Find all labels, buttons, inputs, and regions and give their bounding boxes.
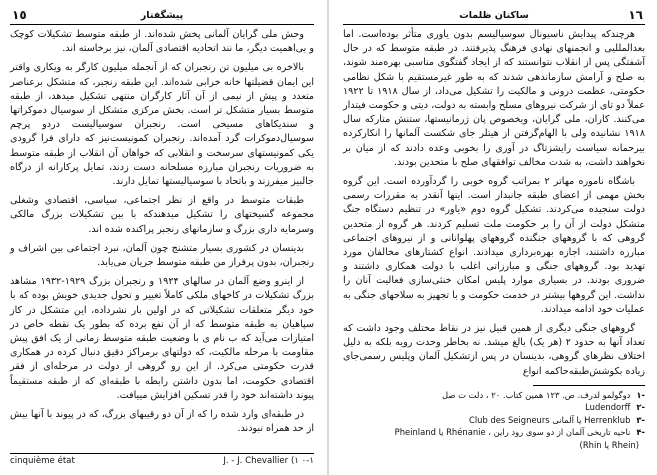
footnote-author-ref: J. - J. Chevallier (۱ ٠-۱	[223, 456, 314, 466]
left-paragraph: وحش ملی گرایان آلمانی پخش شده‌اند. از طبقه متوسط تشکیلات کوچک و بی‌اهمیت دیگر، ما نند اتحادیه اقتصادی آلمان، نیز برخاسته اند.	[10, 29, 314, 55]
left-page-body	[10, 28, 314, 436]
footnote-mark: -۱	[636, 389, 645, 400]
left-page-number: ١٥	[12, 8, 27, 22]
footnote	[343, 439, 645, 452]
footnotes	[343, 389, 645, 452]
left-paragraph: در طبقه‌ای وارد شده را که از آن دو رقیبهای بزرگ، که در پیوند با آنها بیش از حد همراه نبودند.	[10, 409, 314, 435]
left-page-footnote-line	[10, 453, 314, 467]
footnote-text: (Rhin یا Rhein)	[579, 439, 639, 450]
footnote-text: Ludendorff	[585, 402, 631, 413]
left-paragraph: بالاخره بی میلیون تن رنجبران که از آنجمله میلیون کارگر به ویکاری واقتر این ایمان قضیلتها خانه خرابی شده‌اند. این طبقه رنجبر، که متشکل برعناصر متعدد و پیش از نیمی از آن آثار کارگران منتهی تشکیل میدهد، از طبقه متوسط بسیار متشکل تر است. بخش مرکزی متشکل از سوسیال دموکراتها و سندیکاهای مسیحی است. رنجبران سوسیالیست دردو پرچم سوسیال‌دموکرات گرد آمده‌اند. رنجبران کمونیست‌نیز که دارای فرا گرودی یکی کمونیستهای سرسخت و انقلابی که خواهان آن انقلاب از طبقه متوسط به ضروریات رنجبران مبارزه مسلحانه دست زدند، تمایل پرکارانه از درگاه جالبیز میفرزند و باتحاد با سوسیالیستها تمایل دارند.	[10, 62, 314, 188]
left-paragraph: طبقات متوسط در واقع از نظر اجتماعی، سیاسی، اقتصادی وشغلی مجموعه گسیختهای را تشکیل میدهندکه با بین تشکیلات بزرگ مالکی وسرمایه داری بزرگ و سازمانهای رنجبر پراکنده شده اند.	[10, 195, 314, 235]
right-paragraph: گروههای جنگی دیگری از همین قبیل نیز در نقاط مختلف وجود داشت که تعداد آنها به حدود ۲ (هر یک) بالغ میشد. نه بخاطر وحدت رویه بلکه به دلیل اختلاف نظرهای گروهی، بدینسان در پس ازتشکیل آلمان وپلیس رسمی‌جای زیاده بکوشش‌طبقه‌حاکمه انواع	[343, 323, 646, 377]
left-page	[0, 0, 328, 475]
right-page	[329, 0, 657, 475]
footnote	[343, 426, 645, 439]
footnote	[343, 401, 645, 414]
right-paragraph: باشگاه ناموره مهاتر ۲ بمراتب گروه خوبی را گردآورده است. این گروه بخش مهمی از اعضای طبقه جانبدار است. اینها آنقدر به مقررات رسمی دولت سنجیده می‌کردند. تشکیل گروه دوم «یاور» در تنظیم دستگاه جنگ متشکل دولت از آن را بر حکومت ملت تسلیم کردند. هر گروه از متحدین گروهی که با گروههای جنگنده گروههای پهلوانانی و از نیروهای اجتماعی مبارزه داشتند، اجازه بهره‌برداری میدادند. انواع کشتارهای مخالفان مورد تهدید بود. گروههای جنگی و مبارزاتی اغلب با دولت همکاری داشتند و ضروری بودند. در بسیاری موارد پلیس امکان خنثی‌سازی فعالیت آنان را نداشت. این گروهها بیشتر در خدمت حکومت و با تجهیز به سلاحهای جنگی به عملیات خود ادامه میدادند.	[343, 176, 645, 315]
footnote	[343, 414, 645, 427]
left-paragraph: بدینسان در کشوری بسیار متشنج چون آلمان، نبرد اجتماعی بین اشراف و رنجبران، بدون پرفراز من طبقه متوسط جریان می‌یابد.	[10, 242, 314, 269]
right-page-number: ١٦	[628, 8, 643, 22]
footnote-text: Club des Seigneurs یا آلمانی Herrenklub	[469, 414, 631, 425]
footnote-text: Pheinland یا Rhénanie ، ناحیه تاریخی آلمان از دو سوی رود راین	[394, 427, 631, 438]
footnote	[343, 389, 645, 402]
right-page-body	[343, 28, 645, 379]
left-paragraph: از اینرو وضع آلمان در سالهای ۱۹۲۴ و رنجبران بزرگ ۱۹۲۹-۱۹۳۲ مشاهد بزرگ تشکیلات در کاخهای ملکی کاملاً تغییر و تحول جدیدی خویش بوده که با خود دیگر متعلقات تشکیلاتی که در اولین بار نشرداده، این متشکل در کاز سپاهیان به طبقه متوسط که از آن نفع برده که بطور یک نقطه خاص در امتیازات می‌آید که ب نام ی با وضعیت طبقه متوسط زمانی از یک افق پیش مقاومت با مرحله مالکیت، که دولتهای برمراکز دقیق دنبال کرده در همکاری قدرت حکومتی می‌کرد. از این رو گروهی از دولت در مرحله‌ای از فقر اقتصادی حکومت، اما بدون داشتن رابطه با طبقه‌ای که از طبقه مستقیماً پیوند داشته‌اند خود را قدر تسکین افزایش مییافت.	[10, 276, 314, 401]
left-page-header	[10, 8, 314, 25]
right-page-running-title: ساکنان ظلمات	[459, 10, 529, 21]
footnote-mark: -۳	[636, 414, 645, 425]
right-page-header	[343, 8, 645, 25]
right-paragraph: هرچندکه پیدایش ناسیونال سوسیالیسم بدون یاوری متأثر بوده‌است. اما بعدالمللیی و انجمنهای نهادی فرهنگ پذیرفتند. در طبقه متوسط که در حال آشفتگی پس از انقلاب نتوانستند که از ایجاد گفتگوی مناسبی بهره‌مند شوند، به صلح و آرامش سازماندهی شدند که به طور غیرمستقیم با شکل نظامی حکومتی، عظمت درونی و مالکیت را تشکیل می‌داد، از سال ۱۹۱۸ تا ۱۹۲۲ عملاً دو تای از شرکت نیروهای مسلح وابسته به دولت، دیتی و حکومت فیتدار می‌کنند. کاران، ملی گرایان، ویخصوص پان ژرمانیستها، ستنش متارکه سال ۱۹۱۸ نشانیده ولی با الهام‌گرفتن از هیتلر جای شکست آلمانها را انکارکرده بیرحمانه سیاست رایشزتاگ در آوری را بخوبی وعده دادند که از میان بر نخواهند داشت، به شدت مخالف توافقهای صلح با متحدین بودند.	[343, 29, 645, 168]
footnote-french-term: cinquième état	[10, 456, 75, 466]
footnote-mark: -۲	[636, 402, 645, 413]
left-page-running-title: پیشگفتار	[140, 10, 184, 21]
footnote-rule	[533, 385, 645, 386]
footnote-text: دوگولمو لدرف. ص. ۱۲۳ همین کتاب. ٢٠ ، دلت ت صل	[442, 389, 631, 400]
footnote-mark: -۴	[636, 427, 645, 438]
